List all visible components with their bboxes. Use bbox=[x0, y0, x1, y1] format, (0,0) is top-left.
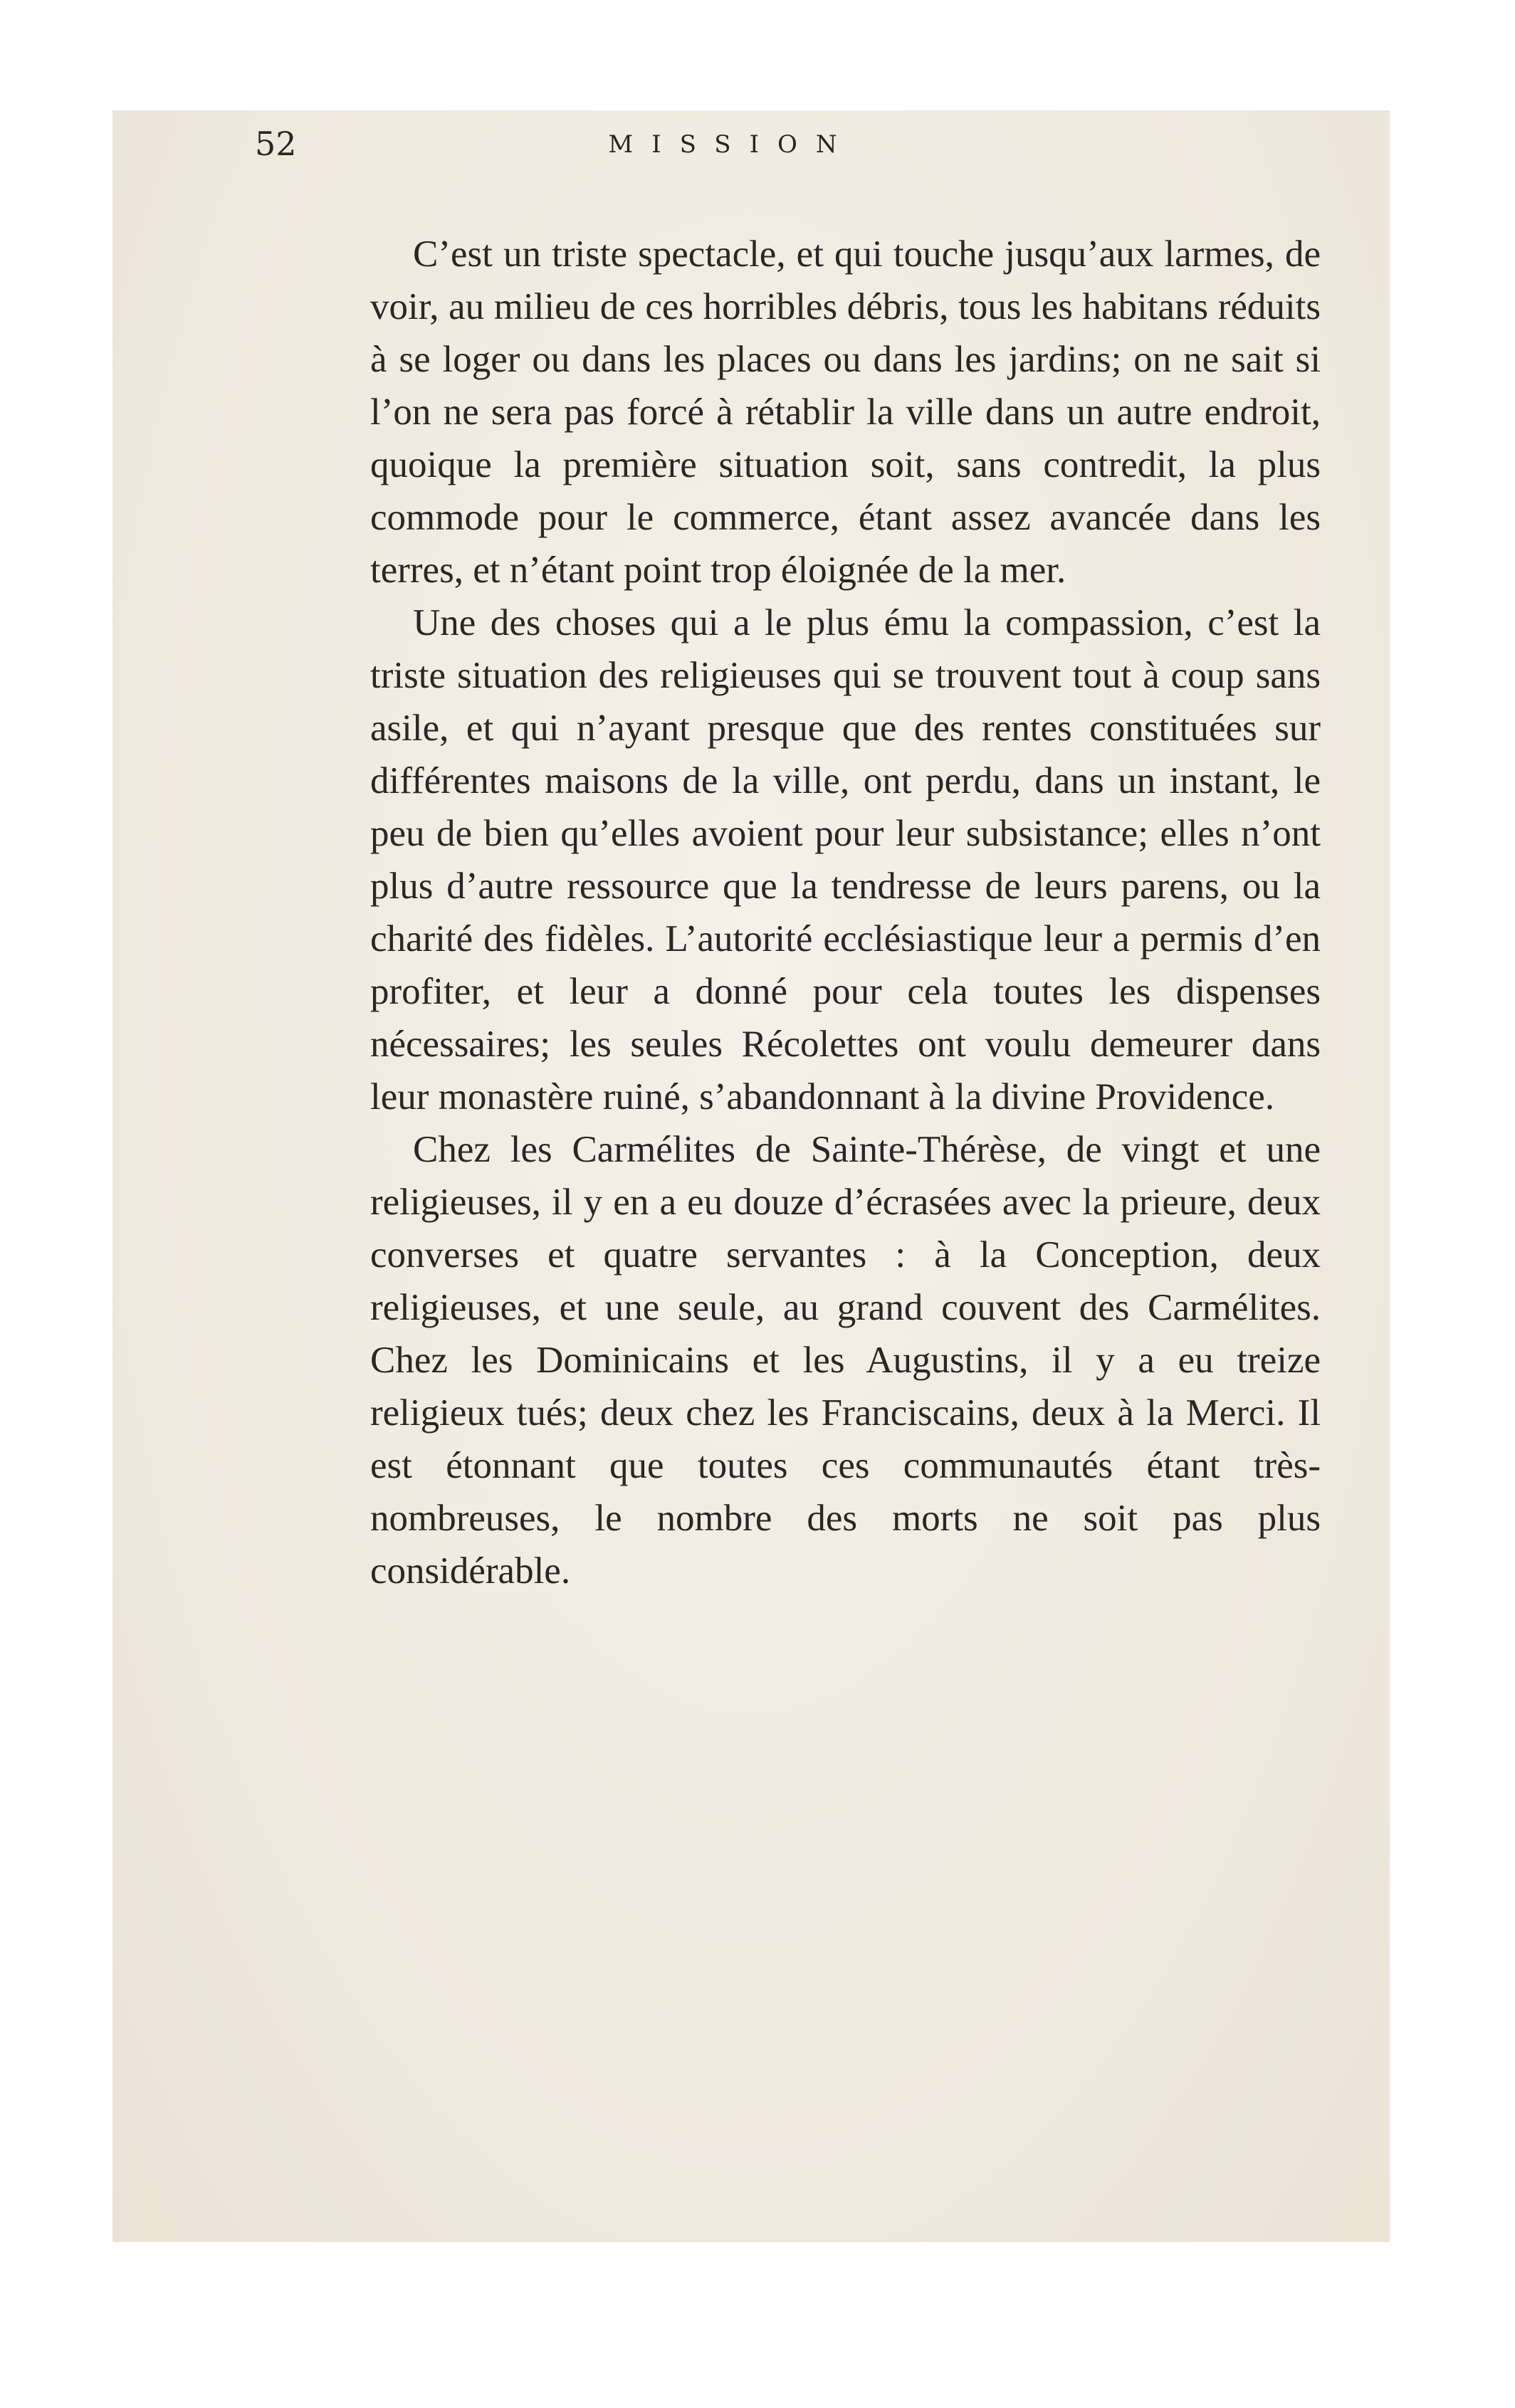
page-header bbox=[255, 125, 1323, 167]
running-title: MISSION bbox=[608, 130, 856, 159]
page-number: 52 bbox=[255, 125, 297, 163]
body-text bbox=[370, 228, 1321, 1597]
paragraph-1: C’est un triste spectacle, et qui touche jusqu’aux larmes, de voir, au milieu de ces horribles débris, tous les habitans réduits à se loger ou dans les places ou dans les jardins; on ne sait si l’on ne sera pas forcé à rétablir la ville dans un autre endroit, quoique la première situation soit, sans contredit, la plus commode pour le commerce, étant assez avancée dans les terres, et n’étant point trop éloignée de la mer. bbox=[370, 233, 1321, 591]
paragraph-2: Une des choses qui a le plus ému la compassion, c’est la triste situation des religieuses qui se trouvent tout à coup sans asile, et qui n’ayant presque que des rentes constituées sur différentes maisons de la ville, ont perdu, dans un instant, le peu de bien qu’elles avoient pour leur subsistance; elles n’ont plus d’autre ressource que la tendresse de leurs parens, ou la charité des fidèles. L’autorité ecclésiastique leur a permis d’en profiter, et leur a donné pour cela toutes les dispenses nécessaires; les seules Récolettes ont voulu demeurer dans leur monastère ruiné, s’abandonnant à la divine Providence. bbox=[370, 602, 1321, 1118]
paragraph-3: Chez les Carmélites de Sainte-Thérèse, de vingt et une religieuses, il y en a eu douze d’écrasées avec la prieure, deux converses et quatre servantes : à la Conception, deux religieuses, et une seule, au grand couvent des Carmélites. Chez les Dominicains et les Augustins, il y a eu treize religieux tués; deux chez les Franciscains, deux à la Merci. Il est étonnant que toutes ces communautés étant très-nombreuses, le nombre des morts ne soit pas plus considérable. bbox=[370, 1129, 1321, 1592]
